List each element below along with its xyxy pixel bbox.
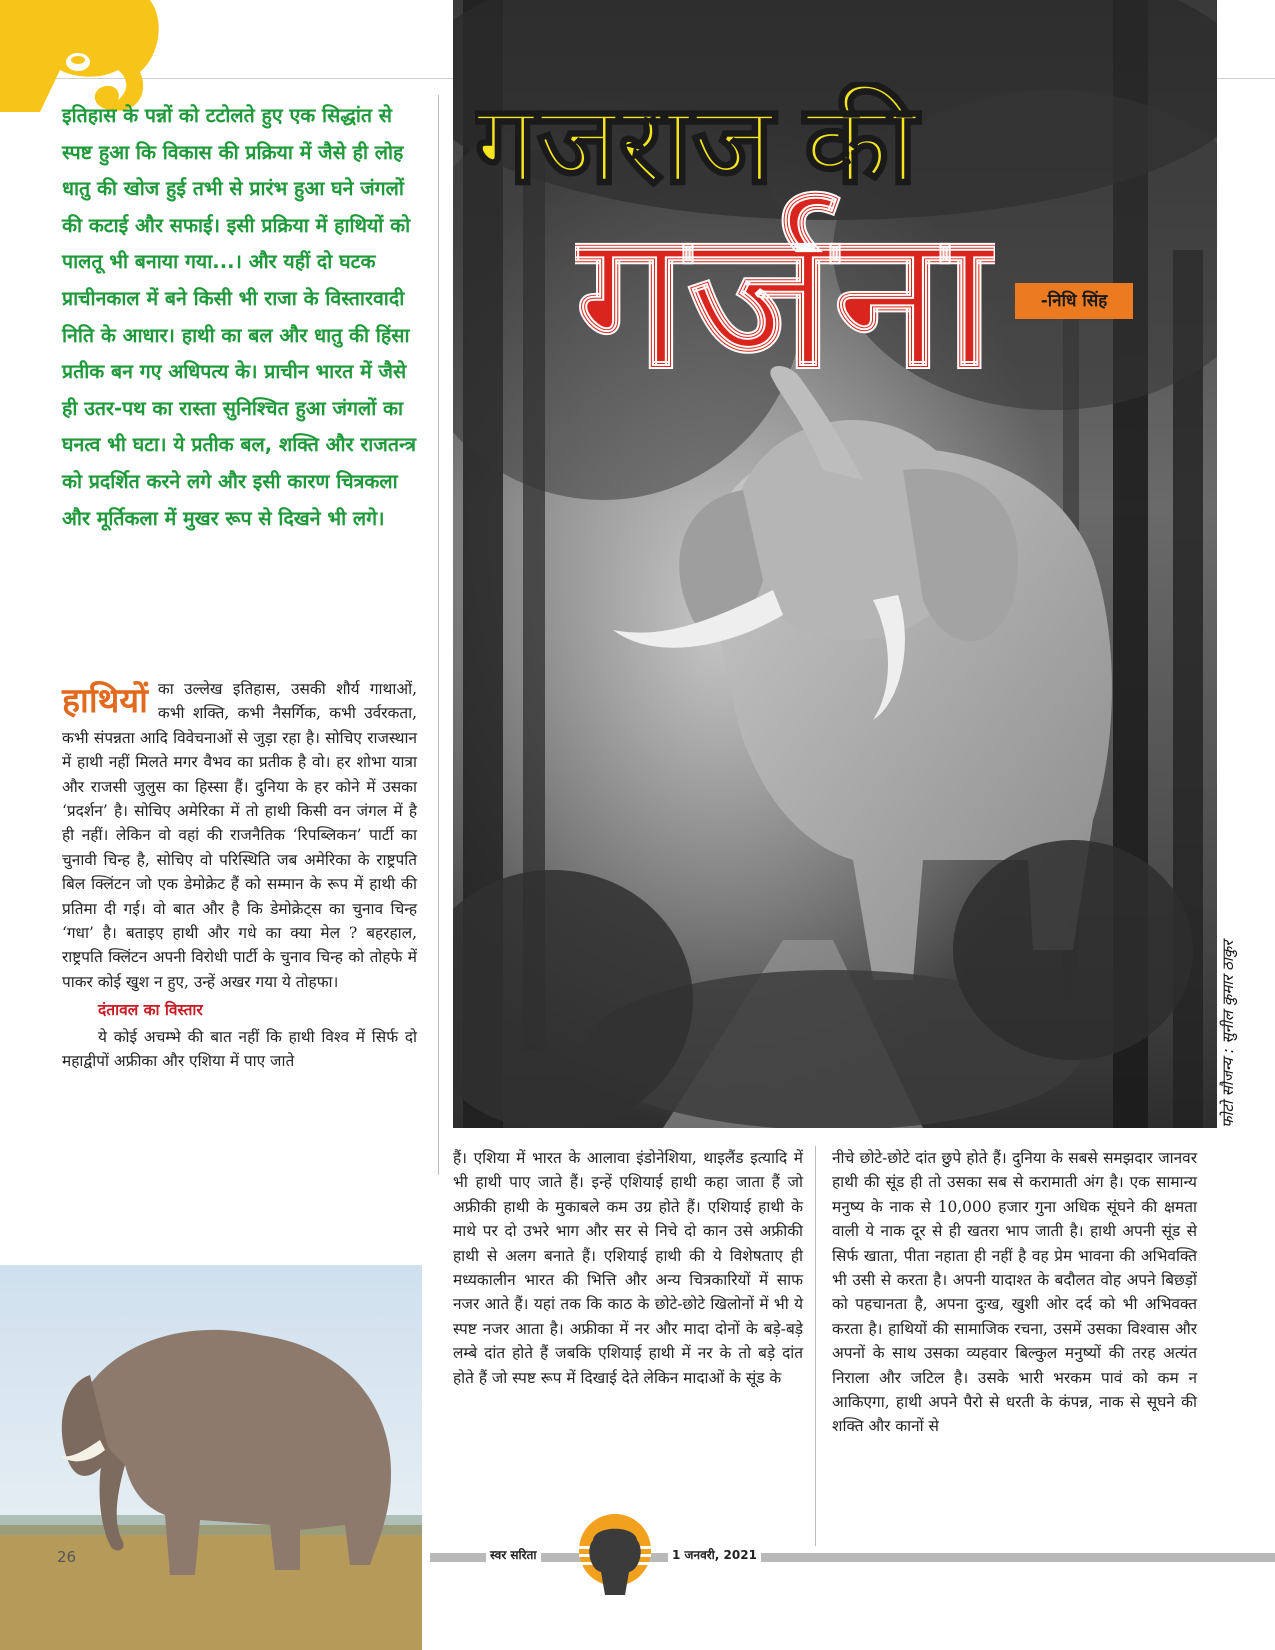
footer-date: 1 जनवरी, 2021 <box>668 1546 761 1563</box>
title-line-2-text: गर्जना <box>575 194 978 405</box>
column-3 <box>832 1146 1197 1439</box>
column-1 <box>62 677 417 1074</box>
footer-magazine-name: स्वर सरिता <box>486 1546 541 1563</box>
col1-para2: ये कोई अचम्भे की बात नहीं कि हाथी विश्व में सिर्फ दो महाद्वीपों अफ्रीका और एशिया में पाए जाते <box>62 1027 417 1071</box>
col2-text: हैं। एशिया में भारत के आलावा इंडोनेशिया, थाइलैंड इत्यादि में भी हाथी पाए जाते हैं। इन्हें एशियाई हाथी कहा जाता हैं जो अफ्रीकी हाथी के मुकाबले कम उग्र होते हैं। एशियाई हाथी के माथे पर दो उभरे भाग और सर से निचे दो कान उसे अफ्रीकी हाथी से अलग बनाते हैं। एशियाई हाथी की ये विशेषताए ही मध्यकालीन भारत की भित्ति और अन्य चित्रकारियों में साफ नजर आते हैं। यहां तक कि काठ के छोटे-छोटे खिलोनों में भी ये स्पष्ट नजर आता है। अफ्रीका में नर और मादा दोनों के बड़े-बड़े लम्बे दांत होते हैं जबकि एशियाई हाथी में नर के तो बड़े दांत होते हैं जो स्पष्ट रूप में दिखाई देते लेकिन मादाओं के सूंड के <box>453 1149 803 1387</box>
photo-credit <box>1218 830 1248 1130</box>
column-divider-right <box>815 1146 816 1546</box>
small-elephant-photo <box>0 1265 422 1650</box>
column-divider-left <box>438 95 439 1175</box>
title-line-2 <box>575 165 995 405</box>
col3-text: नीचे छोटे-छोटे दांत छुपे होते हैं। दुनिया के सबसे समझदार जानवर हाथी की सूंड ही तो उसका सब से करामाती अंग है। एक सामान्य मनुष्य के नाक से 10,000 हजार गुना अधिक सूंघने की क्षमता वाली ये नाक दूर से ही खतरा भाप जाती है। हाथी अपनी सूंड से सिर्फ खाता, पीता नहाता ही नहीं है वह प्रेम भावना की अभिवक्ति भी उसी से करता है। अपनी यादाश्त के बदौलत वोह अपने बिछड़ों को पहचानता है, अपना दुःख, खुशी ओर दर्द को भी अभिवक्त करता है। हाथियों की सामाजिक रचना, उसमें उसका विश्वास और अपनों के साथ उसका व्यहवार बिल्कुल मनुष्यों की तरह अत्यंत निराला और जटिल है। उसके भारी भरकम पावं को कम न आकिएगा, हाथी अपने पैरो से धरती के कंपन्न, नाक से सूघने की शक्ति और कानों से <box>832 1149 1197 1436</box>
column-2 <box>453 1146 803 1390</box>
footer-bar <box>430 1553 1275 1562</box>
page-number: 26 <box>57 1548 77 1566</box>
col1-para1: का उल्लेख इतिहास, उसकी शौर्य गाथाओं, कभी शक्ति, कभी नैसर्गिक, कभी उर्वरकता, कभी संपन्नता आदि विवेचनाओं से जुड़ा रहा है। सोचिए राजस्थान में हाथी नहीं मिलते मगर वैभव का प्रतीक है वो। हर शोभा यात्रा और राजसी जुलुस का हिस्सा हैं। दुनिया के हर कोने में उसका ‘प्रदर्शन’ है। सोचिए अमेरिका में तो हाथी किसी वन जंगल में है ही नहीं। लेकिन वो वहां की राजनैतिक ‘रिपब्लिकन’ पार्टी का चुनावी चिन्ह है, सोचिए वो परिस्थिति जब अमेरिका के राष्ट्रपति बिल क्लिंटन जो एक डेमोक्रेट हैं को सम्मान के रूप में हाथी की प्रतिमा दी गई। वो बात और है कि डेमोक्रेट्स का चुनाव चिन्ह ‘गधा’ है। बताइए हाथी और गधे का क्या मेल ? बहरहाल, राष्ट्रपति क्लिंटन अपनी विरोधी पार्टी के चुनाव चिन्ह को तोहफे में पाकर कोई खुश न हुए, उन्हें अखर गया ये तोहफा। <box>62 680 417 991</box>
magazine-elephant-logo-icon <box>565 1510 665 1600</box>
intro-text: इतिहास के पन्नों को टटोलते हुए एक सिद्धांत से स्पष्ट हुआ कि विकास की प्रक्रिया में जैसे ही लोह धातु की खोज हुई तभी से प्रारंभ हुआ घने जंगलों की कटाई और सफाई। इसी प्रक्रिया में हाथियों को पालतू भी बनाया गया...। और यहीं दो घटक प्राचीनकाल में बने किसी भी राजा के विस्तारवादी निति के आधार। हाथी का बल और धातु की हिंसा प्रतीक बन गए अधिपत्य के। प्राचीन भारत में जैसे ही उतर-पथ का रास्ता सुनिश्चित हुआ जंगलों का घनत्व भी घटा। ये प्रतीक बल, शक्ति और राजतन्त्र को प्रदर्शित करने लगे और इसी कारण चित्रकला और मूर्तिकला में मुखर रूप से दिखने भी लगे। <box>62 104 417 530</box>
section-subheading: दंतावल का विस्तार <box>98 1001 203 1020</box>
title-line-1-text: गजराज की <box>475 83 918 202</box>
intro-paragraph <box>62 98 417 537</box>
photo-credit-text: फोटो सौजन्य : सुनील कुमार ठाकुर <box>1219 940 1237 1128</box>
author-badge: -निधि सिंह <box>1015 283 1133 319</box>
dropcap-word: हाथियों <box>62 681 148 721</box>
